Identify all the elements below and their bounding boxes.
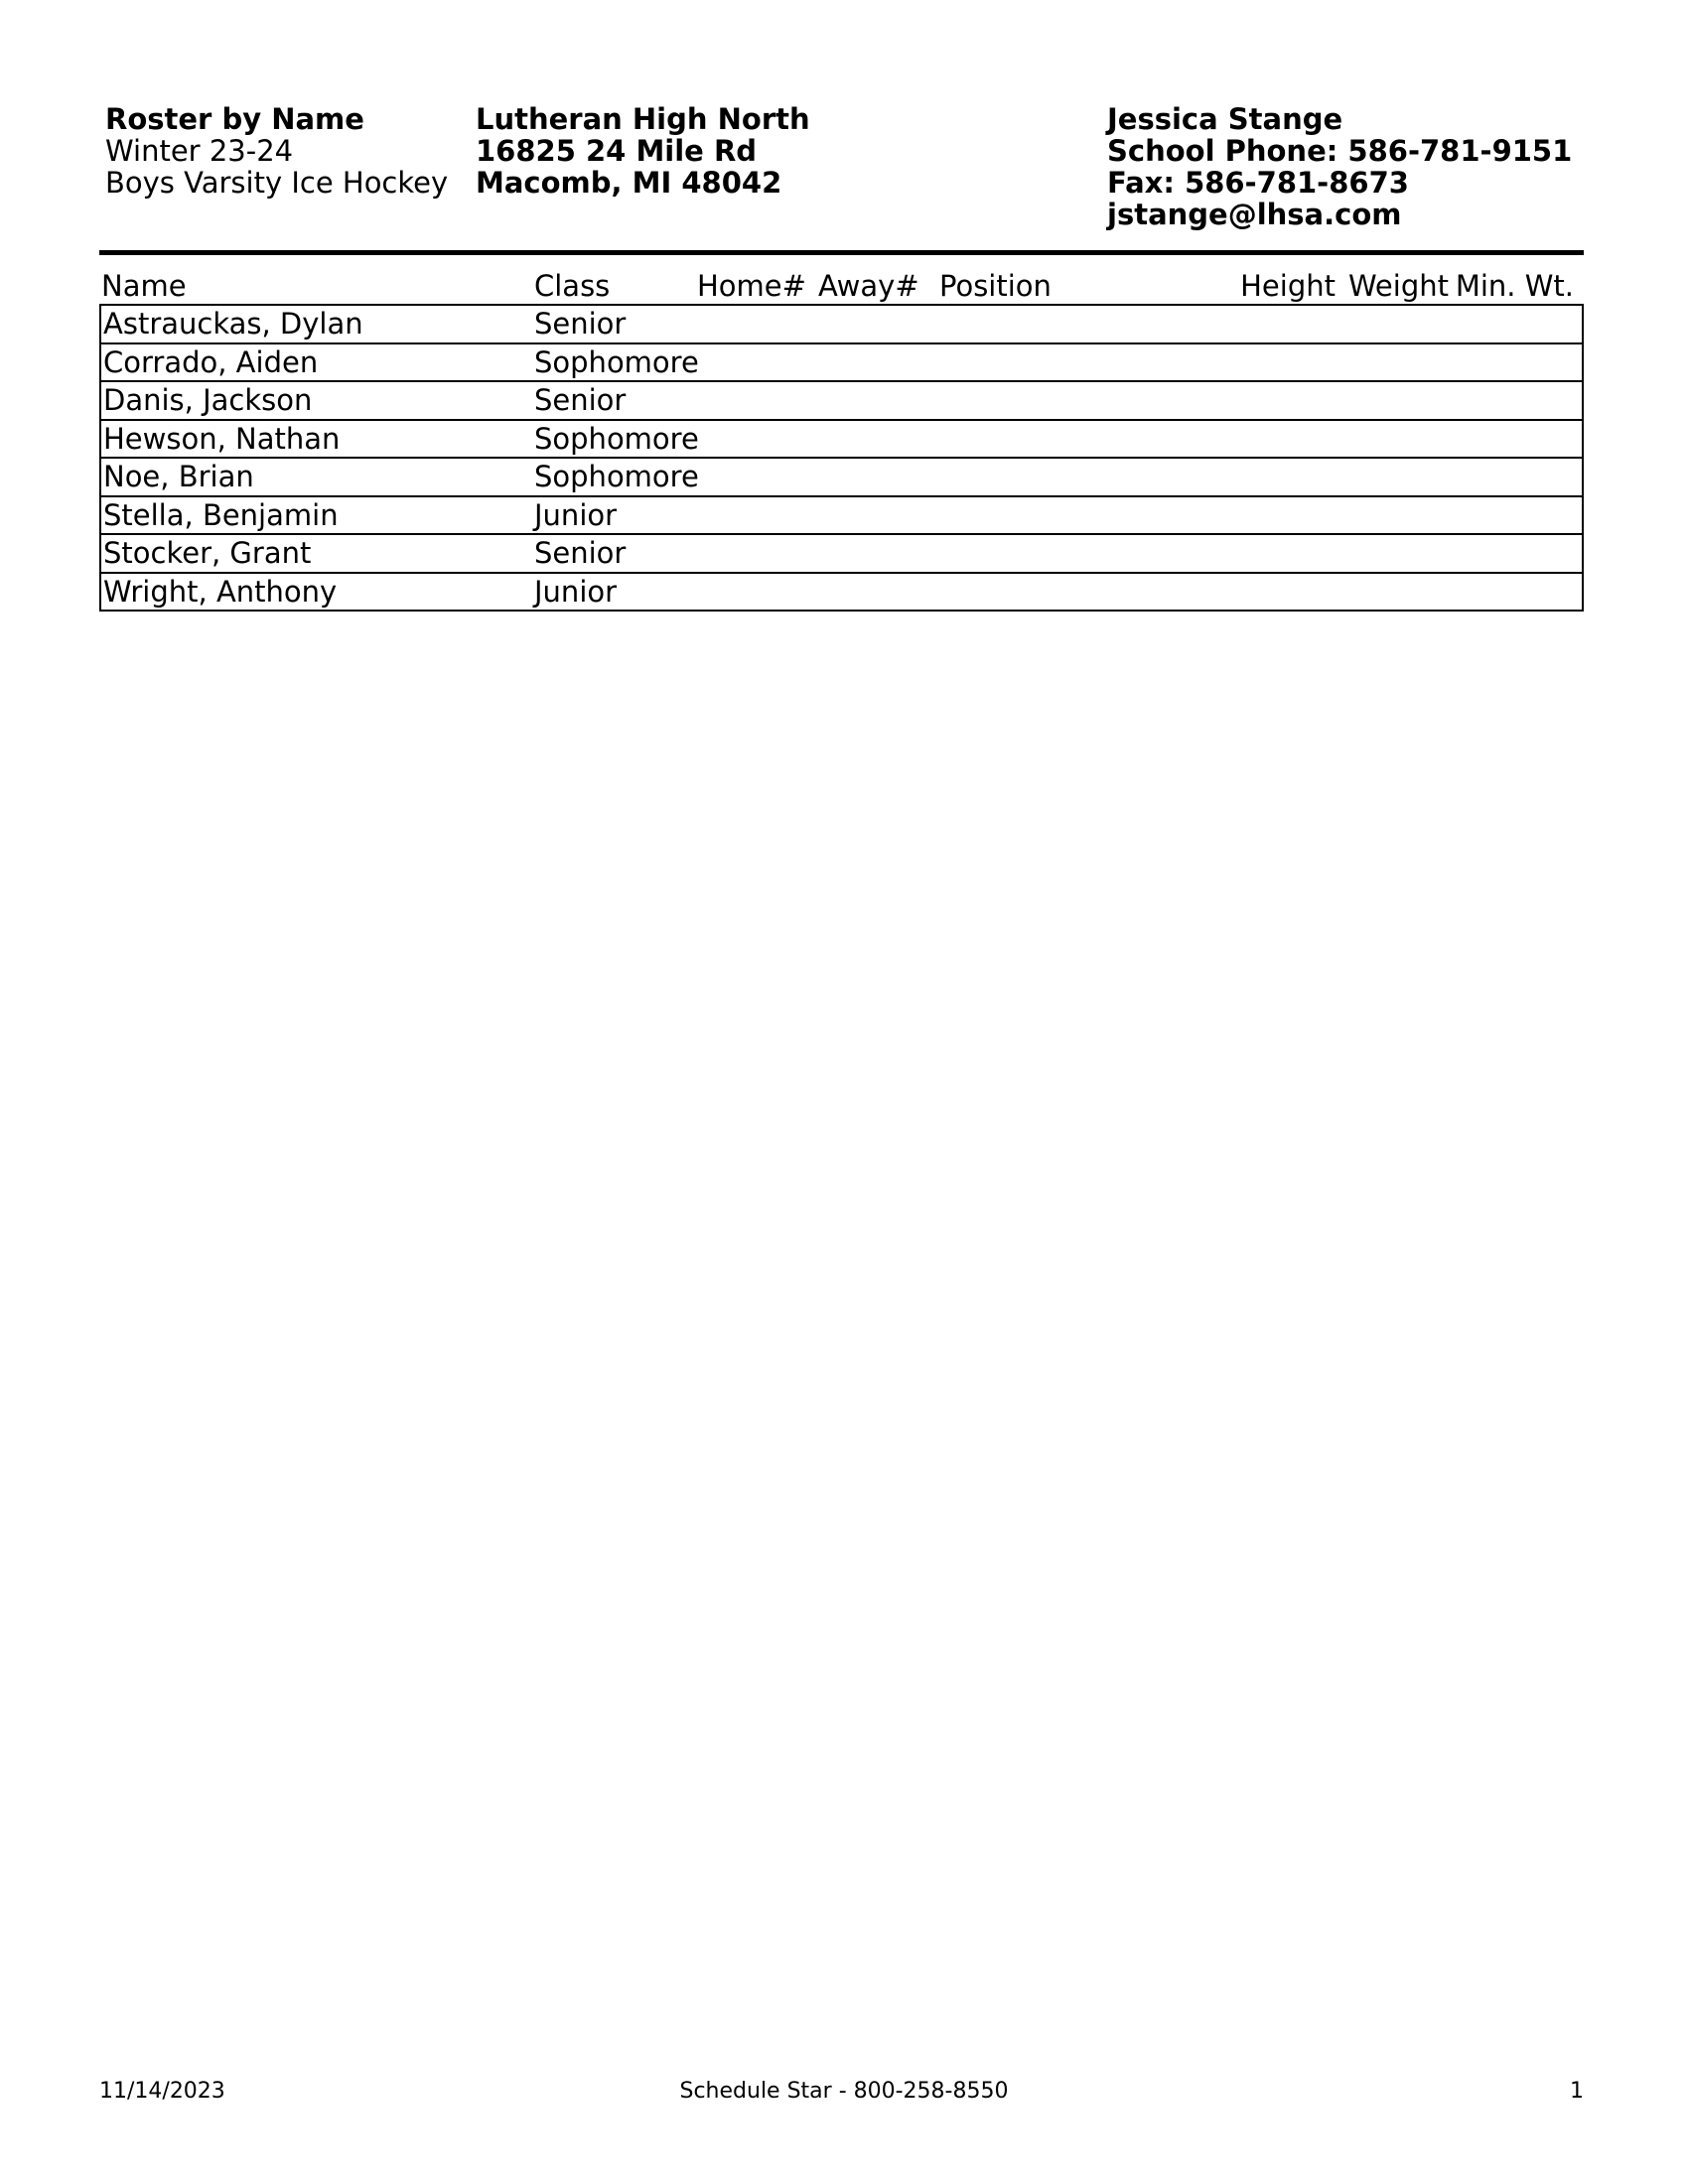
table-header <box>99 268 1584 304</box>
player-class: Junior <box>534 574 618 609</box>
column-header-name: Name <box>101 269 187 303</box>
report-title: Roster by Name <box>105 102 364 136</box>
player-name: Noe, Brian <box>103 460 254 493</box>
player-class: Junior <box>534 497 618 532</box>
column-header-home-number: Home# <box>697 269 806 303</box>
school-city: Macomb, MI 48042 <box>476 166 782 200</box>
player-class: Senior <box>534 383 627 417</box>
player-name: Astrauckas, Dylan <box>103 307 363 341</box>
table-row <box>101 497 1582 536</box>
contact-info <box>1107 103 1572 230</box>
footer-credit: Schedule Star - 800-258-8550 <box>679 2079 1009 2104</box>
column-header-position: Position <box>939 269 1052 303</box>
player-name: Stella, Benjamin <box>103 497 339 532</box>
player-class: Sophomore <box>534 421 699 456</box>
player-class: Senior <box>534 536 627 570</box>
player-class: Sophomore <box>534 460 699 493</box>
player-name: Stocker, Grant <box>103 536 312 570</box>
player-class: Senior <box>534 307 627 341</box>
header-divider <box>99 250 1584 255</box>
table-row <box>101 459 1582 497</box>
player-name: Wright, Anthony <box>103 574 338 609</box>
roster-table <box>99 304 1584 612</box>
player-name: Corrado, Aiden <box>103 344 319 379</box>
table-row <box>101 535 1582 574</box>
table-row <box>101 382 1582 421</box>
player-class: Sophomore <box>534 344 699 379</box>
school-address: 16825 24 Mile Rd <box>476 134 758 168</box>
table-row <box>101 421 1582 460</box>
contact-email: jstange@lhsa.com <box>1107 198 1402 231</box>
season: Winter 23-24 <box>105 134 294 168</box>
report-info <box>105 103 448 199</box>
fax-number: Fax: 586-781-8673 <box>1107 166 1409 200</box>
team-name: Boys Varsity Ice Hockey <box>105 166 449 200</box>
table-row <box>101 574 1582 613</box>
player-name: Hewson, Nathan <box>103 421 341 456</box>
table-row <box>101 306 1582 344</box>
column-header-height: Height <box>1240 269 1336 303</box>
column-header-class: Class <box>534 269 611 303</box>
school-name: Lutheran High North <box>476 102 810 136</box>
school-phone: School Phone: 586-781-9151 <box>1107 134 1573 168</box>
school-info <box>476 103 810 199</box>
column-header-min-weight: Min. Wt. <box>1455 269 1574 303</box>
footer-date: 11/14/2023 <box>99 2079 225 2104</box>
column-header-weight: Weight <box>1347 269 1449 303</box>
column-header-away-number: Away# <box>818 269 919 303</box>
page-number: 1 <box>1570 2079 1584 2104</box>
player-name: Danis, Jackson <box>103 383 313 417</box>
contact-name: Jessica Stange <box>1107 102 1343 136</box>
table-row <box>101 344 1582 383</box>
